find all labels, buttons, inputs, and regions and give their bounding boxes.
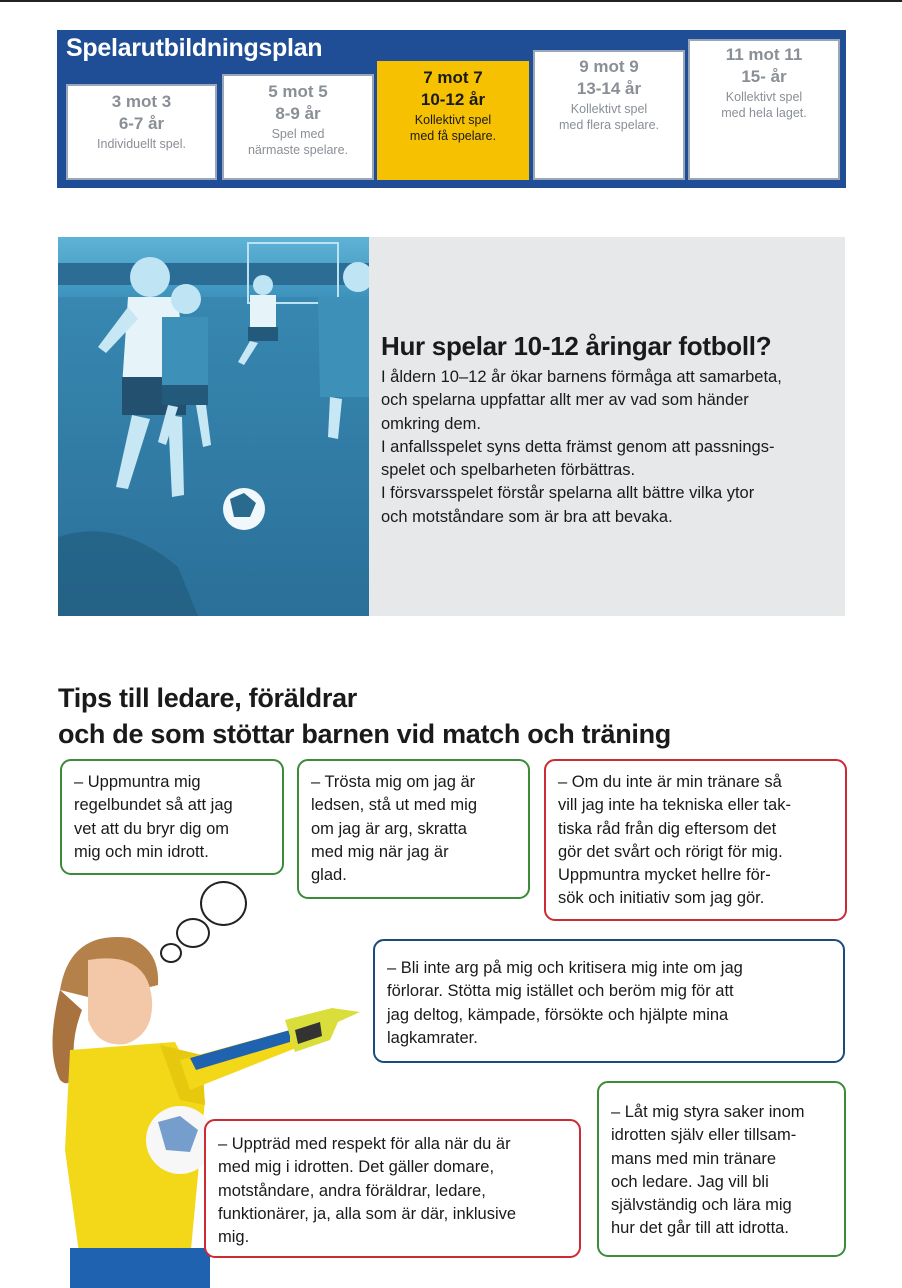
stage-3v3: [66, 84, 217, 180]
tip-bubble-no-coaching: – Om du inte är min tränare så vill jag inte ha tekniska eller tak- tiska råd från dig eftersom det gör det svårt och rörigt för mig. Uppmuntra mycket hellre för- sök och initiativ som jag gör.: [544, 759, 847, 921]
intro-panel: [369, 237, 845, 616]
stage-11v11: [688, 39, 840, 180]
stage-age: 8-9 år: [275, 104, 321, 123]
stage-7v7-active: [377, 61, 529, 180]
intro-text: I åldern 10–12 år ökar barnens förmåga att samarbeta, och spelarna uppfattar allt mer av vad som händer omkring dem. I anfallsspelet syns detta främst genom att passnings- spelet och spelbarheten förbättras. I försvarsspelet förstår spelarna allt bättre vilka ytor och motståndare som är bra att bevaka.: [381, 368, 782, 526]
tip-bubble-dont-criticize: – Bli inte arg på mig och kritisera mig inte om jag förlorar. Stötta mig istället och beröm mig för att jag deltog, kämpade, försökte och hjälpte mina lagkamrater.: [373, 939, 845, 1063]
tip-bubble-respect: – Uppträd med respekt för alla när du är med mig i idrotten. Det gäller domare, motståndare, andra föräldrar, ledare, funktionärer, ja, alla som är där, inklusive mig.: [204, 1119, 581, 1258]
stage-desc: Spel med närmaste spelare.: [247, 127, 349, 157]
stage-age: 10-12 år: [420, 90, 486, 109]
stage-title: 5 mot 5: [268, 82, 328, 101]
thought-circle-large: [200, 881, 247, 926]
stage-desc: Kollektivt spel med hela laget.: [721, 90, 807, 120]
stage-age: 13-14 år: [576, 79, 642, 98]
intro-heading: Hur spelar 10-12 åringar fotboll?: [381, 331, 772, 361]
stage-age: 6-7 år: [118, 114, 165, 133]
plan-title: Spelarutbildningsplan: [66, 34, 323, 62]
stage-desc: Individuellt spel.: [97, 137, 186, 151]
stage-title: 3 mot 3: [111, 92, 172, 111]
stage-title: 7 mot 7: [423, 68, 483, 87]
stage-title: 9 mot 9: [579, 57, 639, 76]
stage-5v5: [222, 74, 374, 180]
kids-playing-football-photo: [58, 237, 369, 616]
stage-desc: Kollektivt spel med flera spelare.: [558, 102, 660, 132]
stage-title: 11 mot 11: [725, 45, 803, 64]
tip-bubble-encourage: – Uppmuntra mig regelbundet så att jag vet att du bryr dig om mig och min idrott.: [60, 759, 284, 875]
tip-bubble-comfort: – Trösta mig om jag är ledsen, stå ut med mig om jag är arg, skratta med mig när jag är glad.: [297, 759, 530, 899]
stage-9v9: [533, 50, 685, 180]
player-development-plan: [57, 30, 846, 188]
stage-desc: Kollektivt spel med få spelare.: [409, 113, 497, 143]
stage-age: 15- år: [741, 67, 787, 86]
tips-heading: Tips till ledare, föräldrar och de som stöttar barnen vid match och träning: [58, 683, 671, 749]
top-rule: [0, 0, 902, 2]
tip-bubble-independence: – Låt mig styra saker inom idrotten själv eller tillsam- mans med min tränare och ledare. Jag vill bli självständig och lära mig hur det går till att idrotta.: [597, 1081, 846, 1257]
